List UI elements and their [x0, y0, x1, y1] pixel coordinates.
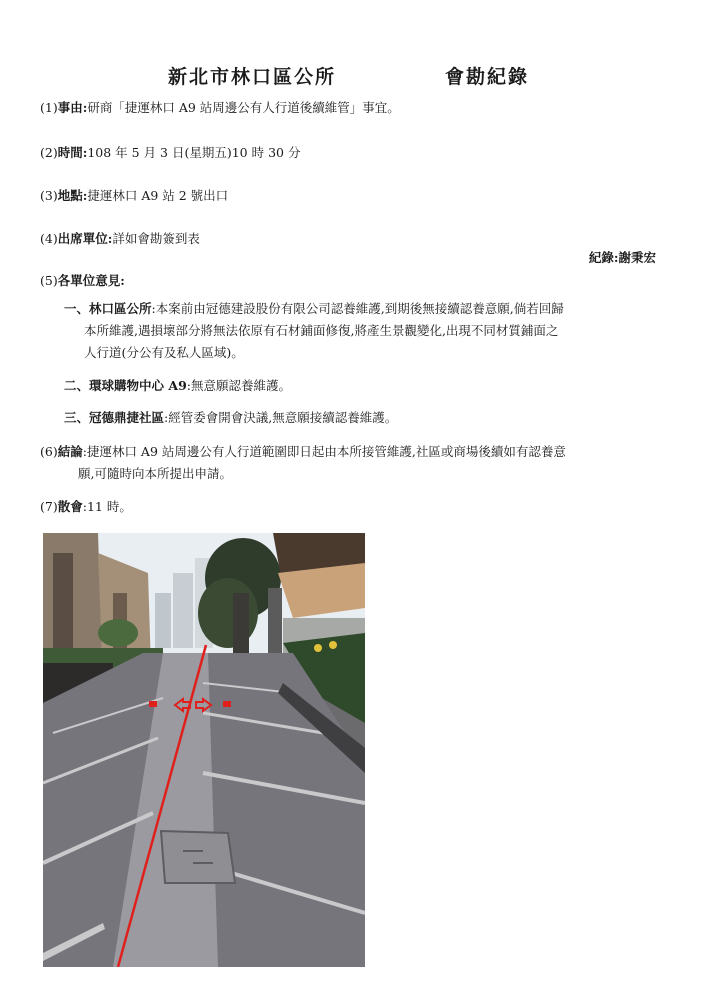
- opinion-text-line: 本所維護,遇損壞部分將無法依原有石材鋪面修復,將產生景觀變化,出現不同材質鋪面之: [84, 323, 559, 338]
- opinion-item-2: [64, 375, 664, 397]
- opinion-text-line: :本案前由冠德建設股份有限公司認養維護,到期後無接續認養意願,倘若回歸: [151, 301, 564, 316]
- item-place-text: 捷運林口 A9 站 2 號出口: [87, 188, 229, 203]
- opinion-index: 三、: [64, 410, 90, 425]
- item-adjourn: [40, 498, 132, 516]
- item-place-label: 地點:: [57, 188, 88, 203]
- opinion-unit: 冠德鼎捷社區: [89, 410, 165, 425]
- opinion-text-line: 人行道(分公有及私人區域)。: [84, 345, 244, 360]
- item-time-number: (2): [40, 145, 58, 160]
- item-time-text: 108 年 5 月 3 日(星期五)10 時 30 分: [87, 145, 301, 160]
- opinions-header: [40, 272, 125, 290]
- item-place: [40, 187, 228, 205]
- sidewalk-photo-illustration: [43, 533, 365, 967]
- opinion-text-line: :經管委會開會決議,無意願接續認養維護。: [164, 410, 398, 425]
- opinion-index: 一、: [64, 301, 90, 316]
- recorder: 紀錄:謝秉宏: [588, 250, 656, 265]
- item-subject-number: (1): [40, 100, 58, 115]
- opinion-item-3: [64, 407, 664, 429]
- item-attendees: [40, 230, 200, 248]
- item-subject-label: 事由:: [57, 100, 88, 115]
- opinions-header-label: 各單位意見:: [57, 273, 125, 288]
- title-organization: 新北市林口區公所: [168, 66, 337, 88]
- conclusion-text-line: 願,可隨時向本所提出申請。: [78, 466, 232, 481]
- item-attendees-number: (4): [40, 231, 58, 246]
- conclusion: [40, 441, 660, 485]
- item-subject-text: 研商「捷運林口 A9 站周邊公有人行道後續維管」事宜。: [87, 100, 400, 115]
- conclusion-text-line: :捷運林口 A9 站周邊公有人行道範圍即日起由本所接管維護,社區或商場後續如有認養意: [82, 444, 566, 459]
- conclusion-number: (6): [40, 444, 58, 459]
- opinions-header-number: (5): [40, 273, 58, 288]
- item-subject: [40, 99, 400, 117]
- document-title: [0, 62, 708, 88]
- item-adjourn-text: :11 時。: [82, 499, 132, 514]
- item-time: [40, 144, 300, 162]
- opinion-text-line: :無意願認養維護。: [186, 378, 291, 393]
- item-place-number: (3): [40, 188, 58, 203]
- opinion-index: 二、: [64, 378, 90, 393]
- conclusion-label: 結論: [57, 444, 83, 459]
- item-attendees-label: 出席單位:: [57, 231, 113, 246]
- item-adjourn-number: (7): [40, 499, 58, 514]
- item-time-label: 時間:: [57, 145, 88, 160]
- opinion-item-1: [64, 298, 664, 364]
- item-adjourn-label: 散會: [57, 499, 83, 514]
- item-attendees-text: 詳如會勘簽到表: [112, 231, 200, 246]
- title-document-type: 會勘紀錄: [445, 66, 530, 88]
- site-photo: [43, 533, 365, 967]
- opinion-unit: 環球購物中心 A9: [89, 378, 187, 393]
- opinion-unit: 林口區公所: [89, 301, 152, 316]
